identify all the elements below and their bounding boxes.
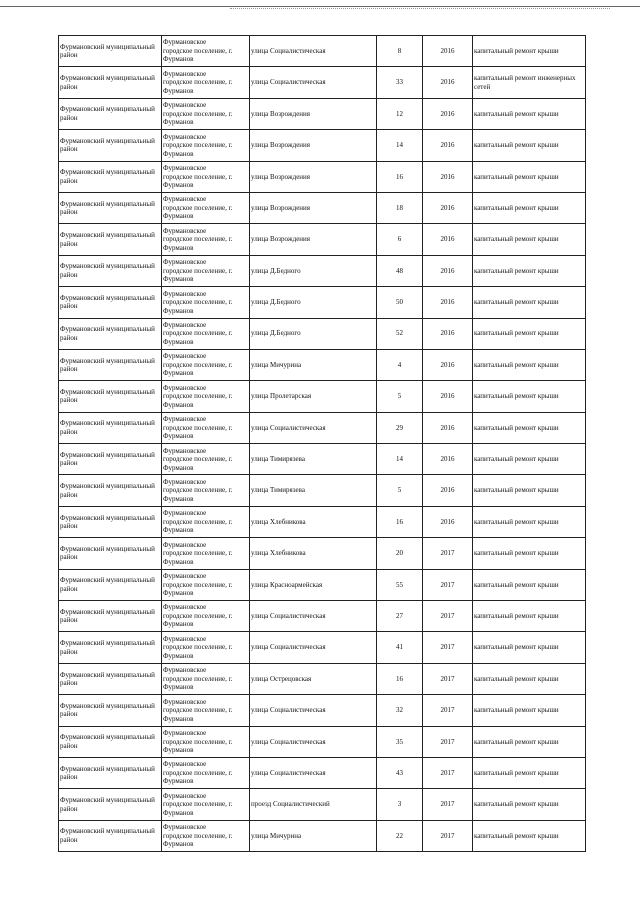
district-cell: Фурмановский муниципальный район <box>59 820 162 851</box>
street-cell: улица Социалистическая <box>250 36 377 67</box>
settlement-line: Фурмановское <box>163 572 207 581</box>
settlement-line: Фурмановское <box>163 38 207 47</box>
table-row <box>59 318 586 349</box>
settlement-line: Фурмановское <box>163 697 207 706</box>
street-cell: улица Д.Бедного <box>250 255 377 286</box>
house-number-cell: 43 <box>377 757 423 788</box>
work-type-cell: капитальный ремонт крыши <box>473 192 586 223</box>
house-number-cell: 14 <box>377 130 423 161</box>
settlement-line: Фурмановское <box>163 446 207 455</box>
table-row <box>59 475 586 506</box>
district-cell: Фурмановский муниципальный район <box>59 569 162 600</box>
table-row <box>59 224 586 255</box>
work-type-cell: капитальный ремонт крыши <box>473 36 586 67</box>
settlement-line: Фурманов <box>163 746 194 755</box>
table-row <box>59 67 586 98</box>
settlement-cell <box>162 98 250 129</box>
street-cell: улица Тимирязева <box>250 444 377 475</box>
year-cell: 2017 <box>423 569 473 600</box>
street-cell: улица Социалистическая <box>250 757 377 788</box>
settlement-cell <box>162 67 250 98</box>
table-row <box>59 695 586 726</box>
settlement-line: Фурманов <box>163 181 194 189</box>
settlement-line: Фурмановское <box>163 164 207 172</box>
house-number-cell: 48 <box>377 255 423 286</box>
house-number-cell: 3 <box>377 789 423 820</box>
settlement-line: городское поселение, г. <box>163 109 233 118</box>
settlement-line: городское поселение, г. <box>163 266 233 275</box>
work-type-cell: капитальный ремонт крыши <box>473 663 586 694</box>
district-cell: Фурмановский муниципальный район <box>59 98 162 129</box>
district-cell: Фурмановский муниципальный район <box>59 757 162 788</box>
work-type-cell: капитальный ремонт крыши <box>473 130 586 161</box>
settlement-cell <box>162 569 250 600</box>
year-cell: 2017 <box>423 757 473 788</box>
year-cell: 2017 <box>423 695 473 726</box>
year-cell: 2016 <box>423 161 473 192</box>
table-row <box>59 789 586 820</box>
work-type-cell: капитальный ремонт крыши <box>473 695 586 726</box>
street-cell: улица Социалистическая <box>250 695 377 726</box>
year-cell: 2017 <box>423 726 473 757</box>
settlement-cell <box>162 36 250 67</box>
house-number-cell: 52 <box>377 318 423 349</box>
settlement-line: Фурмановское <box>163 791 207 800</box>
settlement-line: городское поселение, г. <box>163 674 233 683</box>
settlement-cell <box>162 475 250 506</box>
street-cell: улица Возрождения <box>250 224 377 255</box>
work-type-cell: капитальный ремонт крыши <box>473 757 586 788</box>
settlement-line: Фурмановское <box>163 603 207 612</box>
house-number-cell: 32 <box>377 695 423 726</box>
street-cell: улица Тимирязева <box>250 475 377 506</box>
year-cell: 2016 <box>423 318 473 349</box>
settlement-cell <box>162 318 250 349</box>
district-cell: Фурмановский муниципальный район <box>59 255 162 286</box>
settlement-line: Фурманов <box>163 808 194 817</box>
work-type-cell: капитальный ремонт крыши <box>473 632 586 663</box>
street-cell: улица Мичурина <box>250 820 377 851</box>
settlement-line: Фурманов <box>163 494 194 503</box>
street-cell: улица Социалистическая <box>250 726 377 757</box>
settlement-line: Фурмановское <box>163 132 207 141</box>
house-number-cell: 12 <box>377 98 423 129</box>
settlement-cell <box>162 412 250 443</box>
street-cell: улица Д.Бедного <box>250 287 377 318</box>
district-cell: Фурмановский муниципальный район <box>59 224 162 255</box>
settlement-cell <box>162 444 250 475</box>
year-cell: 2017 <box>423 820 473 851</box>
house-number-cell: 4 <box>377 349 423 380</box>
settlement-line: Фурманов <box>163 651 194 660</box>
work-type-cell: капитальный ремонт крыши <box>473 726 586 757</box>
settlement-line: Фурманов <box>163 275 194 284</box>
table-row <box>59 192 586 223</box>
table-row <box>59 349 586 380</box>
year-cell: 2017 <box>423 632 473 663</box>
work-type-cell: капитальный ремонт крыши <box>473 318 586 349</box>
house-number-cell: 5 <box>377 381 423 412</box>
year-cell: 2017 <box>423 601 473 632</box>
year-cell: 2016 <box>423 349 473 380</box>
settlement-cell <box>162 663 250 694</box>
settlement-line: Фурманов <box>163 212 194 221</box>
street-cell: улица Д.Бедного <box>250 318 377 349</box>
district-cell: Фурмановский муниципальный район <box>59 663 162 694</box>
street-cell: улица Социалистическая <box>250 632 377 663</box>
settlement-line: Фурмановское <box>163 101 207 110</box>
settlement-cell <box>162 632 250 663</box>
district-cell: Фурмановский муниципальный район <box>59 789 162 820</box>
settlement-line: городское поселение, г. <box>163 737 233 746</box>
settlement-line: городское поселение, г. <box>163 172 233 181</box>
settlement-line: Фурманов <box>163 840 194 849</box>
settlement-line: городское поселение, г. <box>163 141 233 150</box>
house-number-cell: 50 <box>377 287 423 318</box>
settlement-line: Фурмановское <box>163 666 207 675</box>
work-type-cell: капитальный ремонт крыши <box>473 287 586 318</box>
settlement-line: Фурманов <box>163 337 194 346</box>
street-cell: улица Красноармейская <box>250 569 377 600</box>
settlement-line: Фурманов <box>163 243 194 252</box>
settlement-cell <box>162 255 250 286</box>
work-type-cell: капитальный ремонт крыши <box>473 381 586 412</box>
repair-program-table <box>58 35 586 852</box>
work-type-cell: капитальный ремонт крыши <box>473 255 586 286</box>
year-cell: 2017 <box>423 789 473 820</box>
table-row <box>59 381 586 412</box>
settlement-cell <box>162 726 250 757</box>
settlement-line: Фурмановское <box>163 352 207 361</box>
settlement-cell <box>162 287 250 318</box>
settlement-cell <box>162 601 250 632</box>
settlement-line: Фурмановское <box>163 415 207 424</box>
table-row <box>59 98 586 129</box>
street-cell: улица Социалистическая <box>250 601 377 632</box>
street-cell: улица Хлебникова <box>250 538 377 569</box>
district-cell: Фурмановский муниципальный район <box>59 601 162 632</box>
year-cell: 2017 <box>423 538 473 569</box>
house-number-cell: 16 <box>377 663 423 694</box>
settlement-line: городское поселение, г. <box>163 580 233 589</box>
year-cell: 2016 <box>423 506 473 537</box>
settlement-line: городское поселение, г. <box>163 831 233 840</box>
district-cell: Фурмановский муниципальный район <box>59 632 162 663</box>
settlement-line: Фурмановское <box>163 69 207 78</box>
year-cell: 2016 <box>423 287 473 318</box>
house-number-cell: 14 <box>377 444 423 475</box>
street-cell: улица Пролетарская <box>250 381 377 412</box>
settlement-line: Фурманов <box>163 306 194 315</box>
settlement-line: городское поселение, г. <box>163 611 233 620</box>
district-cell: Фурмановский муниципальный район <box>59 287 162 318</box>
settlement-cell <box>162 506 250 537</box>
street-cell: улица Мичурина <box>250 349 377 380</box>
house-number-cell: 16 <box>377 161 423 192</box>
district-cell: Фурмановский муниципальный район <box>59 130 162 161</box>
settlement-line: Фурмановское <box>163 320 207 329</box>
settlement-line: городское поселение, г. <box>163 235 233 244</box>
work-type-cell: капитальный ремонт крыши <box>473 789 586 820</box>
year-cell: 2016 <box>423 255 473 286</box>
settlement-line: Фурманов <box>163 526 194 535</box>
table-row <box>59 36 586 67</box>
house-number-cell: 22 <box>377 820 423 851</box>
table-row <box>59 412 586 443</box>
house-number-cell: 6 <box>377 224 423 255</box>
district-cell: Фурмановский муниципальный район <box>59 192 162 223</box>
settlement-line: Фурмановское <box>163 226 207 235</box>
settlement-line: Фурмановское <box>163 540 207 549</box>
work-type-cell: капитальный ремонт крыши <box>473 538 586 569</box>
district-cell: Фурмановский муниципальный район <box>59 475 162 506</box>
table-body <box>59 36 586 852</box>
house-number-cell: 33 <box>377 67 423 98</box>
district-cell: Фурмановский муниципальный район <box>59 67 162 98</box>
street-cell: улица Возрождения <box>250 192 377 223</box>
year-cell: 2016 <box>423 130 473 161</box>
settlement-cell <box>162 161 250 192</box>
district-cell: Фурмановский муниципальный район <box>59 538 162 569</box>
district-cell: Фурмановский муниципальный район <box>59 695 162 726</box>
settlement-line: Фурмановское <box>163 760 207 769</box>
settlement-line: городское поселение, г. <box>163 643 233 652</box>
house-number-cell: 5 <box>377 475 423 506</box>
year-cell: 2016 <box>423 36 473 67</box>
settlement-line: Фурманов <box>163 86 194 95</box>
work-type-cell: капитальный ремонт крыши <box>473 349 586 380</box>
work-type-cell: капитальный ремонт крыши <box>473 161 586 192</box>
settlement-line: городское поселение, г. <box>163 549 233 558</box>
house-number-cell: 16 <box>377 506 423 537</box>
house-number-cell: 18 <box>377 192 423 223</box>
settlement-line: городское поселение, г. <box>163 78 233 87</box>
top-dotted-line <box>230 8 610 9</box>
house-number-cell: 8 <box>377 36 423 67</box>
street-cell: улица Хлебникова <box>250 506 377 537</box>
settlement-cell <box>162 695 250 726</box>
house-number-cell: 35 <box>377 726 423 757</box>
district-cell: Фурмановский муниципальный район <box>59 318 162 349</box>
work-type-cell: капитальный ремонт крыши <box>473 601 586 632</box>
settlement-line: городское поселение, г. <box>163 517 233 526</box>
street-cell: улица Социалистическая <box>250 412 377 443</box>
work-type-cell: капитальный ремонт крыши <box>473 224 586 255</box>
settlement-line: Фурманов <box>163 620 194 629</box>
year-cell: 2016 <box>423 67 473 98</box>
table-row <box>59 601 586 632</box>
house-number-cell: 55 <box>377 569 423 600</box>
table-row <box>59 444 586 475</box>
settlement-cell <box>162 224 250 255</box>
work-type-cell: капитальный ремонт крыши <box>473 569 586 600</box>
settlement-line: Фурмановское <box>163 195 207 204</box>
house-number-cell: 41 <box>377 632 423 663</box>
work-type-cell: капитальный ремонт крыши <box>473 820 586 851</box>
district-cell: Фурмановский муниципальный район <box>59 381 162 412</box>
work-type-cell: капитальный ремонт крыши <box>473 98 586 129</box>
table-row <box>59 820 586 851</box>
settlement-line: Фурманов <box>163 683 194 692</box>
settlement-line: Фурманов <box>163 400 194 409</box>
district-cell: Фурмановский муниципальный район <box>59 161 162 192</box>
table-row <box>59 632 586 663</box>
settlement-line: городское поселение, г. <box>163 392 233 401</box>
settlement-line: Фурмановское <box>163 477 207 486</box>
settlement-cell <box>162 820 250 851</box>
settlement-line: городское поселение, г. <box>163 800 233 809</box>
settlement-line: Фурманов <box>163 463 194 472</box>
settlement-line: Фурманов <box>163 777 194 786</box>
settlement-line: Фурмановское <box>163 729 207 738</box>
settlement-line: Фурманов <box>163 149 194 158</box>
street-cell: улица Социалистическая <box>250 67 377 98</box>
house-number-cell: 29 <box>377 412 423 443</box>
house-number-cell: 27 <box>377 601 423 632</box>
work-type-cell: капитальный ремонт инженерных сетей <box>473 67 586 98</box>
settlement-line: Фурмановское <box>163 383 207 392</box>
year-cell: 2016 <box>423 444 473 475</box>
work-type-cell: капитальный ремонт крыши <box>473 475 586 506</box>
district-cell: Фурмановский муниципальный район <box>59 349 162 380</box>
house-number-cell: 20 <box>377 538 423 569</box>
table-row <box>59 506 586 537</box>
table-row <box>59 287 586 318</box>
settlement-line: городское поселение, г. <box>163 423 233 432</box>
settlement-line: Фурманов <box>163 557 194 566</box>
settlement-line: городское поселение, г. <box>163 298 233 307</box>
street-cell: улица Острецовская <box>250 663 377 694</box>
table-row <box>59 663 586 694</box>
street-cell: улица Возрождения <box>250 130 377 161</box>
settlement-cell <box>162 130 250 161</box>
settlement-line: городское поселение, г. <box>163 46 233 55</box>
street-cell: улица Возрождения <box>250 161 377 192</box>
top-border-line <box>0 6 640 7</box>
district-cell: Фурмановский муниципальный район <box>59 506 162 537</box>
year-cell: 2016 <box>423 192 473 223</box>
settlement-line: городское поселение, г. <box>163 360 233 369</box>
table-row <box>59 569 586 600</box>
table-row <box>59 538 586 569</box>
settlement-line: Фурмановское <box>163 823 207 832</box>
district-cell: Фурмановский муниципальный район <box>59 412 162 443</box>
table-row <box>59 161 586 192</box>
settlement-line: Фурманов <box>163 432 194 441</box>
settlement-cell <box>162 381 250 412</box>
year-cell: 2016 <box>423 412 473 443</box>
work-type-cell: капитальный ремонт крыши <box>473 444 586 475</box>
street-cell: проезд Социалистический <box>250 789 377 820</box>
settlement-line: городское поселение, г. <box>163 706 233 715</box>
table-row <box>59 726 586 757</box>
table-row <box>59 130 586 161</box>
table-row <box>59 757 586 788</box>
settlement-line: Фурмановское <box>163 509 207 518</box>
street-cell: улица Возрождения <box>250 98 377 129</box>
settlement-cell <box>162 538 250 569</box>
settlement-line: городское поселение, г. <box>163 329 233 338</box>
district-cell: Фурмановский муниципальный район <box>59 36 162 67</box>
year-cell: 2017 <box>423 663 473 694</box>
settlement-line: Фурманов <box>163 118 194 127</box>
work-type-cell: капитальный ремонт крыши <box>473 412 586 443</box>
settlement-line: Фурмановское <box>163 258 207 267</box>
settlement-line: городское поселение, г. <box>163 203 233 212</box>
year-cell: 2016 <box>423 98 473 129</box>
table-row <box>59 255 586 286</box>
settlement-cell <box>162 757 250 788</box>
settlement-line: Фурманов <box>163 55 194 64</box>
district-cell: Фурмановский муниципальный район <box>59 444 162 475</box>
settlement-cell <box>162 789 250 820</box>
settlement-line: Фурманов <box>163 589 194 598</box>
settlement-line: Фурмановское <box>163 634 207 643</box>
year-cell: 2016 <box>423 224 473 255</box>
settlement-cell <box>162 192 250 223</box>
settlement-line: Фурманов <box>163 369 194 378</box>
settlement-line: Фурмановское <box>163 289 207 298</box>
year-cell: 2016 <box>423 381 473 412</box>
work-type-cell: капитальный ремонт крыши <box>473 506 586 537</box>
district-cell: Фурмановский муниципальный район <box>59 726 162 757</box>
settlement-cell <box>162 349 250 380</box>
settlement-line: городское поселение, г. <box>163 486 233 495</box>
year-cell: 2016 <box>423 475 473 506</box>
settlement-line: Фурманов <box>163 714 194 723</box>
settlement-line: городское поселение, г. <box>163 455 233 464</box>
settlement-line: городское поселение, г. <box>163 768 233 777</box>
